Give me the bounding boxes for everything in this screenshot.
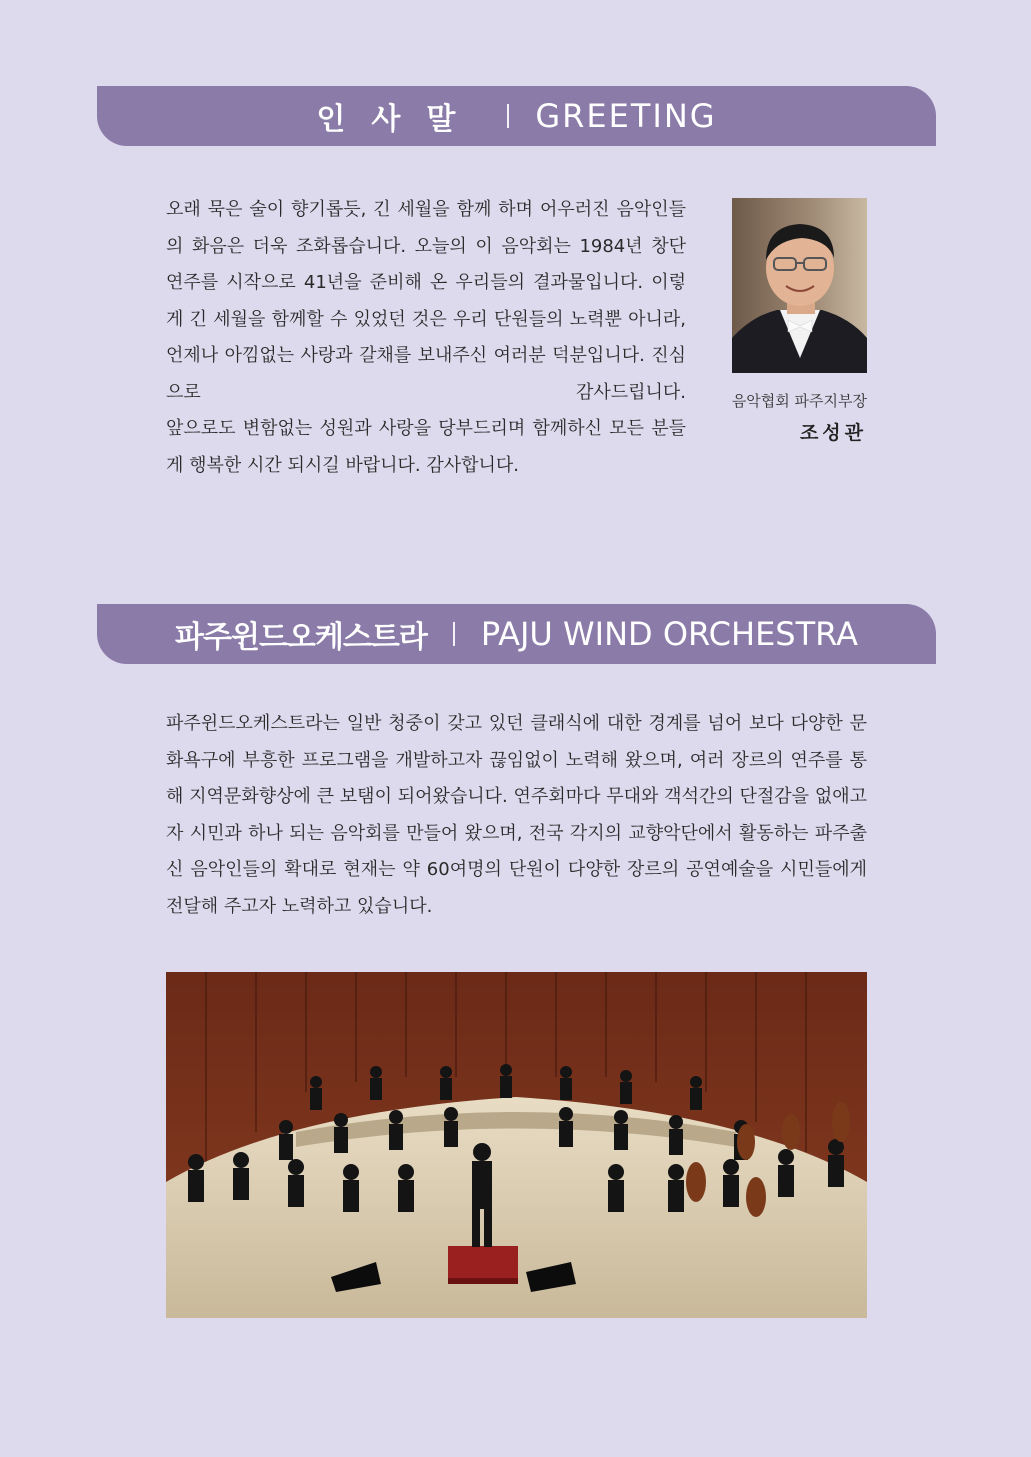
orchestra-title-ko: 파주윈드오케스트라 <box>175 620 427 655</box>
greeting-paragraph: 오래 묵은 술이 향기롭듯, 긴 세월을 함께 하며 어우러진 음악인들의 화음은 더욱 조화롭습니다. 오늘의 이 음악회는 1984년 창단 연주를 시작으로 41년을 준비해 온 우리들의 결과물입니다. 이렇게 긴 세월을 함께할 수 있었던 것은 우리 단원들의 노력뿐 아니라, 언제나 아낌없는 사랑과 갈채를 보내주신 여러분 덕분입니다. 진심으로 감사드립니다. <box>166 199 686 403</box>
orchestra-stage-illustration <box>166 972 867 1318</box>
author-name: 조성관 <box>799 422 867 444</box>
title-divider <box>507 104 509 128</box>
author-role: 음악협회 파주지부장 <box>731 392 867 410</box>
greeting-title-en: GREETING <box>535 97 717 135</box>
orchestra-photo <box>166 972 867 1318</box>
orchestra-paragraph: 파주윈드오케스트라는 일반 청중이 갖고 있던 클래식에 대한 경계를 넘어 보다 다양한 문화욕구에 부흥한 프로그램을 개발하고자 끊임없이 노력해 왔으며, 여러 장르의 연주를 통해 지역문화향상에 큰 보탬이 되어왔습니다. 연주회마다 무대와 객석간의 단절감을 없애고자 시민과 하나 되는 음악회를 만들어 왔으며, 전국 각지의 교향악단에서 활동하는 파주출신 음악인들의 확대로 현재는 약 60여명의 단원이 다양한 장르의 공연예술을 시민들에게 전달해 주고자 노력하고 있습니다. <box>166 713 867 917</box>
portrait-illustration <box>732 198 867 373</box>
greeting-banner <box>97 86 936 146</box>
orchestra-body <box>166 706 867 925</box>
greeting-title-ko: 인사말 <box>316 102 482 137</box>
greeting-paragraph: 앞으로도 변함없는 성원과 사랑을 당부드리며 함께하신 모든 분들게 행복한 시간 되시길 바랍니다. 감사합니다. <box>166 418 686 476</box>
title-divider <box>453 622 455 646</box>
orchestra-title-en: PAJU WIND ORCHESTRA <box>480 615 858 653</box>
greeting-body <box>166 192 686 484</box>
orchestra-banner <box>97 604 936 664</box>
author-portrait <box>732 198 867 373</box>
